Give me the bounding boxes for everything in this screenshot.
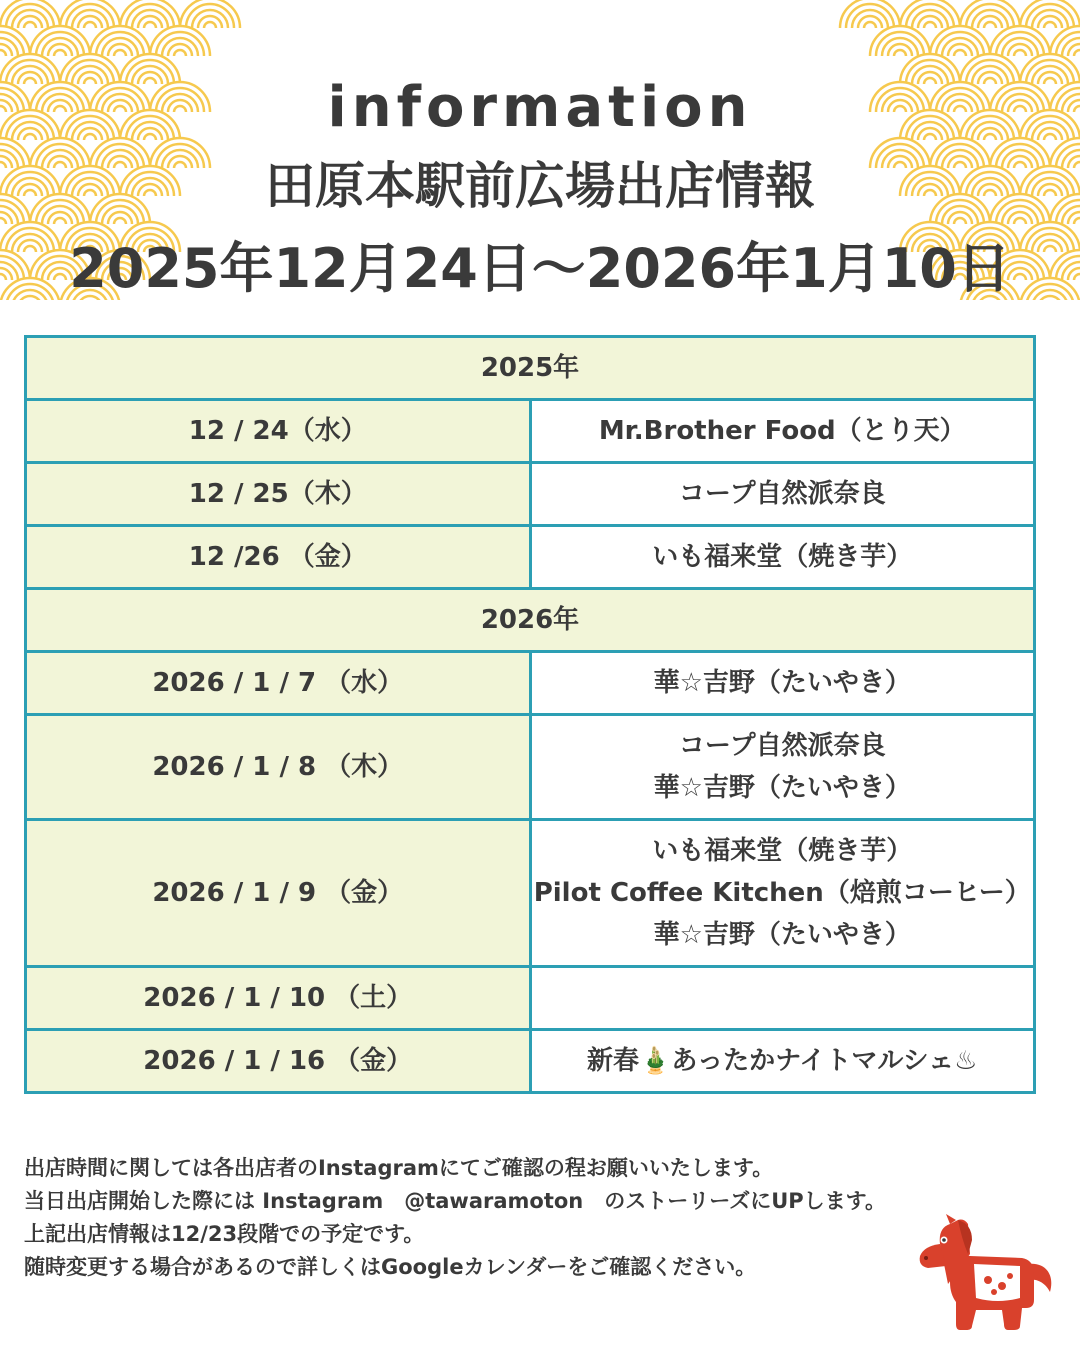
- wave-arc: [120, 0, 180, 28]
- wave-arc: [930, 26, 990, 56]
- horse-mascot-icon: [910, 1214, 1060, 1334]
- vendor-name: コープ自然派奈良: [678, 731, 886, 761]
- vendor-name: Mr.Brother Food（とり天）: [598, 416, 966, 446]
- date-cell: 2026 / 1 / 7 （水）: [26, 652, 531, 715]
- date-cell: 12 /26 （金）: [26, 526, 531, 589]
- wave-arc: [30, 26, 90, 56]
- date-cell: 2026 / 1 / 8 （木）: [26, 715, 531, 820]
- wave-arc: [150, 26, 210, 56]
- table-row: [26, 400, 1035, 463]
- wave-arc: [900, 0, 960, 28]
- note-line: 随時変更する場合があるので詳しくはGoogleカレンダーをご確認ください。: [24, 1255, 757, 1279]
- vendor-cell: [530, 715, 1035, 820]
- wave-arc: [960, 0, 1020, 28]
- title-date-range: 2025年12月24日～2026年1月10日: [69, 237, 1011, 300]
- note-line: 当日出店開始した際には Instagram @tawaramoton のストーリーズにUPします。: [24, 1189, 886, 1213]
- vendor-cell: [530, 1030, 1035, 1093]
- vendor-name: Pilot Coffee Kitchen（焙煎コーヒー）: [533, 878, 1031, 908]
- date-cell: 2026 / 1 / 10 （土）: [26, 967, 531, 1030]
- table-row: [26, 967, 1035, 1030]
- vendor-cell: [530, 652, 1035, 715]
- note-line: 出店時間に関しては各出店者のInstagramにてご確認の程お願いいたします。: [24, 1156, 774, 1180]
- vendor-cell: [530, 400, 1035, 463]
- date-cell: 2026 / 1 / 16 （金）: [26, 1030, 531, 1093]
- vendor-name: 新春🎍あったかナイトマルシェ♨: [587, 1046, 978, 1076]
- horse-icon: [910, 1214, 1060, 1334]
- table-row: [26, 715, 1035, 820]
- vendor-cell: [530, 526, 1035, 589]
- wave-arc: [1050, 26, 1080, 56]
- page-header: [0, 70, 1080, 312]
- vendor-cell: [530, 463, 1035, 526]
- year-header: 2025年: [26, 337, 1035, 400]
- wave-arc: [60, 0, 120, 28]
- date-cell: 12 / 25（木）: [26, 463, 531, 526]
- vendor-name: 華☆吉野（たいやき）: [653, 773, 911, 803]
- vendor-name: いも福来堂（焼き芋）: [652, 542, 913, 572]
- wave-arc: [0, 26, 30, 56]
- note-line: 上記出店情報は12/23段階での予定です。: [24, 1222, 425, 1246]
- wave-arc: [90, 26, 150, 56]
- table-row: [26, 1030, 1035, 1093]
- wave-arc: [990, 26, 1050, 56]
- vendor-cell: [530, 820, 1035, 967]
- wave-arc: [870, 26, 930, 56]
- date-cell: 12 / 24（水）: [26, 400, 531, 463]
- table-row: [26, 820, 1035, 967]
- schedule-table: [24, 335, 1036, 1094]
- wave-arc: [1020, 0, 1080, 28]
- wave-arc: [0, 0, 60, 28]
- table-row: [26, 463, 1035, 526]
- year-row-2025: [26, 337, 1035, 400]
- vendor-name: コープ自然派奈良: [678, 479, 886, 509]
- vendor-name: 華☆吉野（たいやき）: [653, 668, 911, 698]
- title-information: information: [327, 75, 753, 140]
- vendor-cell-empty: [530, 967, 1035, 1030]
- date-cell: 2026 / 1 / 9 （金）: [26, 820, 531, 967]
- wave-arc: [180, 0, 240, 28]
- year-header: 2026年: [26, 589, 1035, 652]
- year-row-2026: [26, 589, 1035, 652]
- wave-arc: [840, 0, 900, 28]
- table-row: [26, 526, 1035, 589]
- vendor-name: 華☆吉野（たいやき）: [653, 920, 911, 950]
- table-row: [26, 652, 1035, 715]
- notes-section: [24, 1152, 1004, 1284]
- title-event-name: 田原本駅前広場出店情報: [265, 157, 815, 215]
- vendor-name: いも福来堂（焼き芋）: [652, 836, 913, 866]
